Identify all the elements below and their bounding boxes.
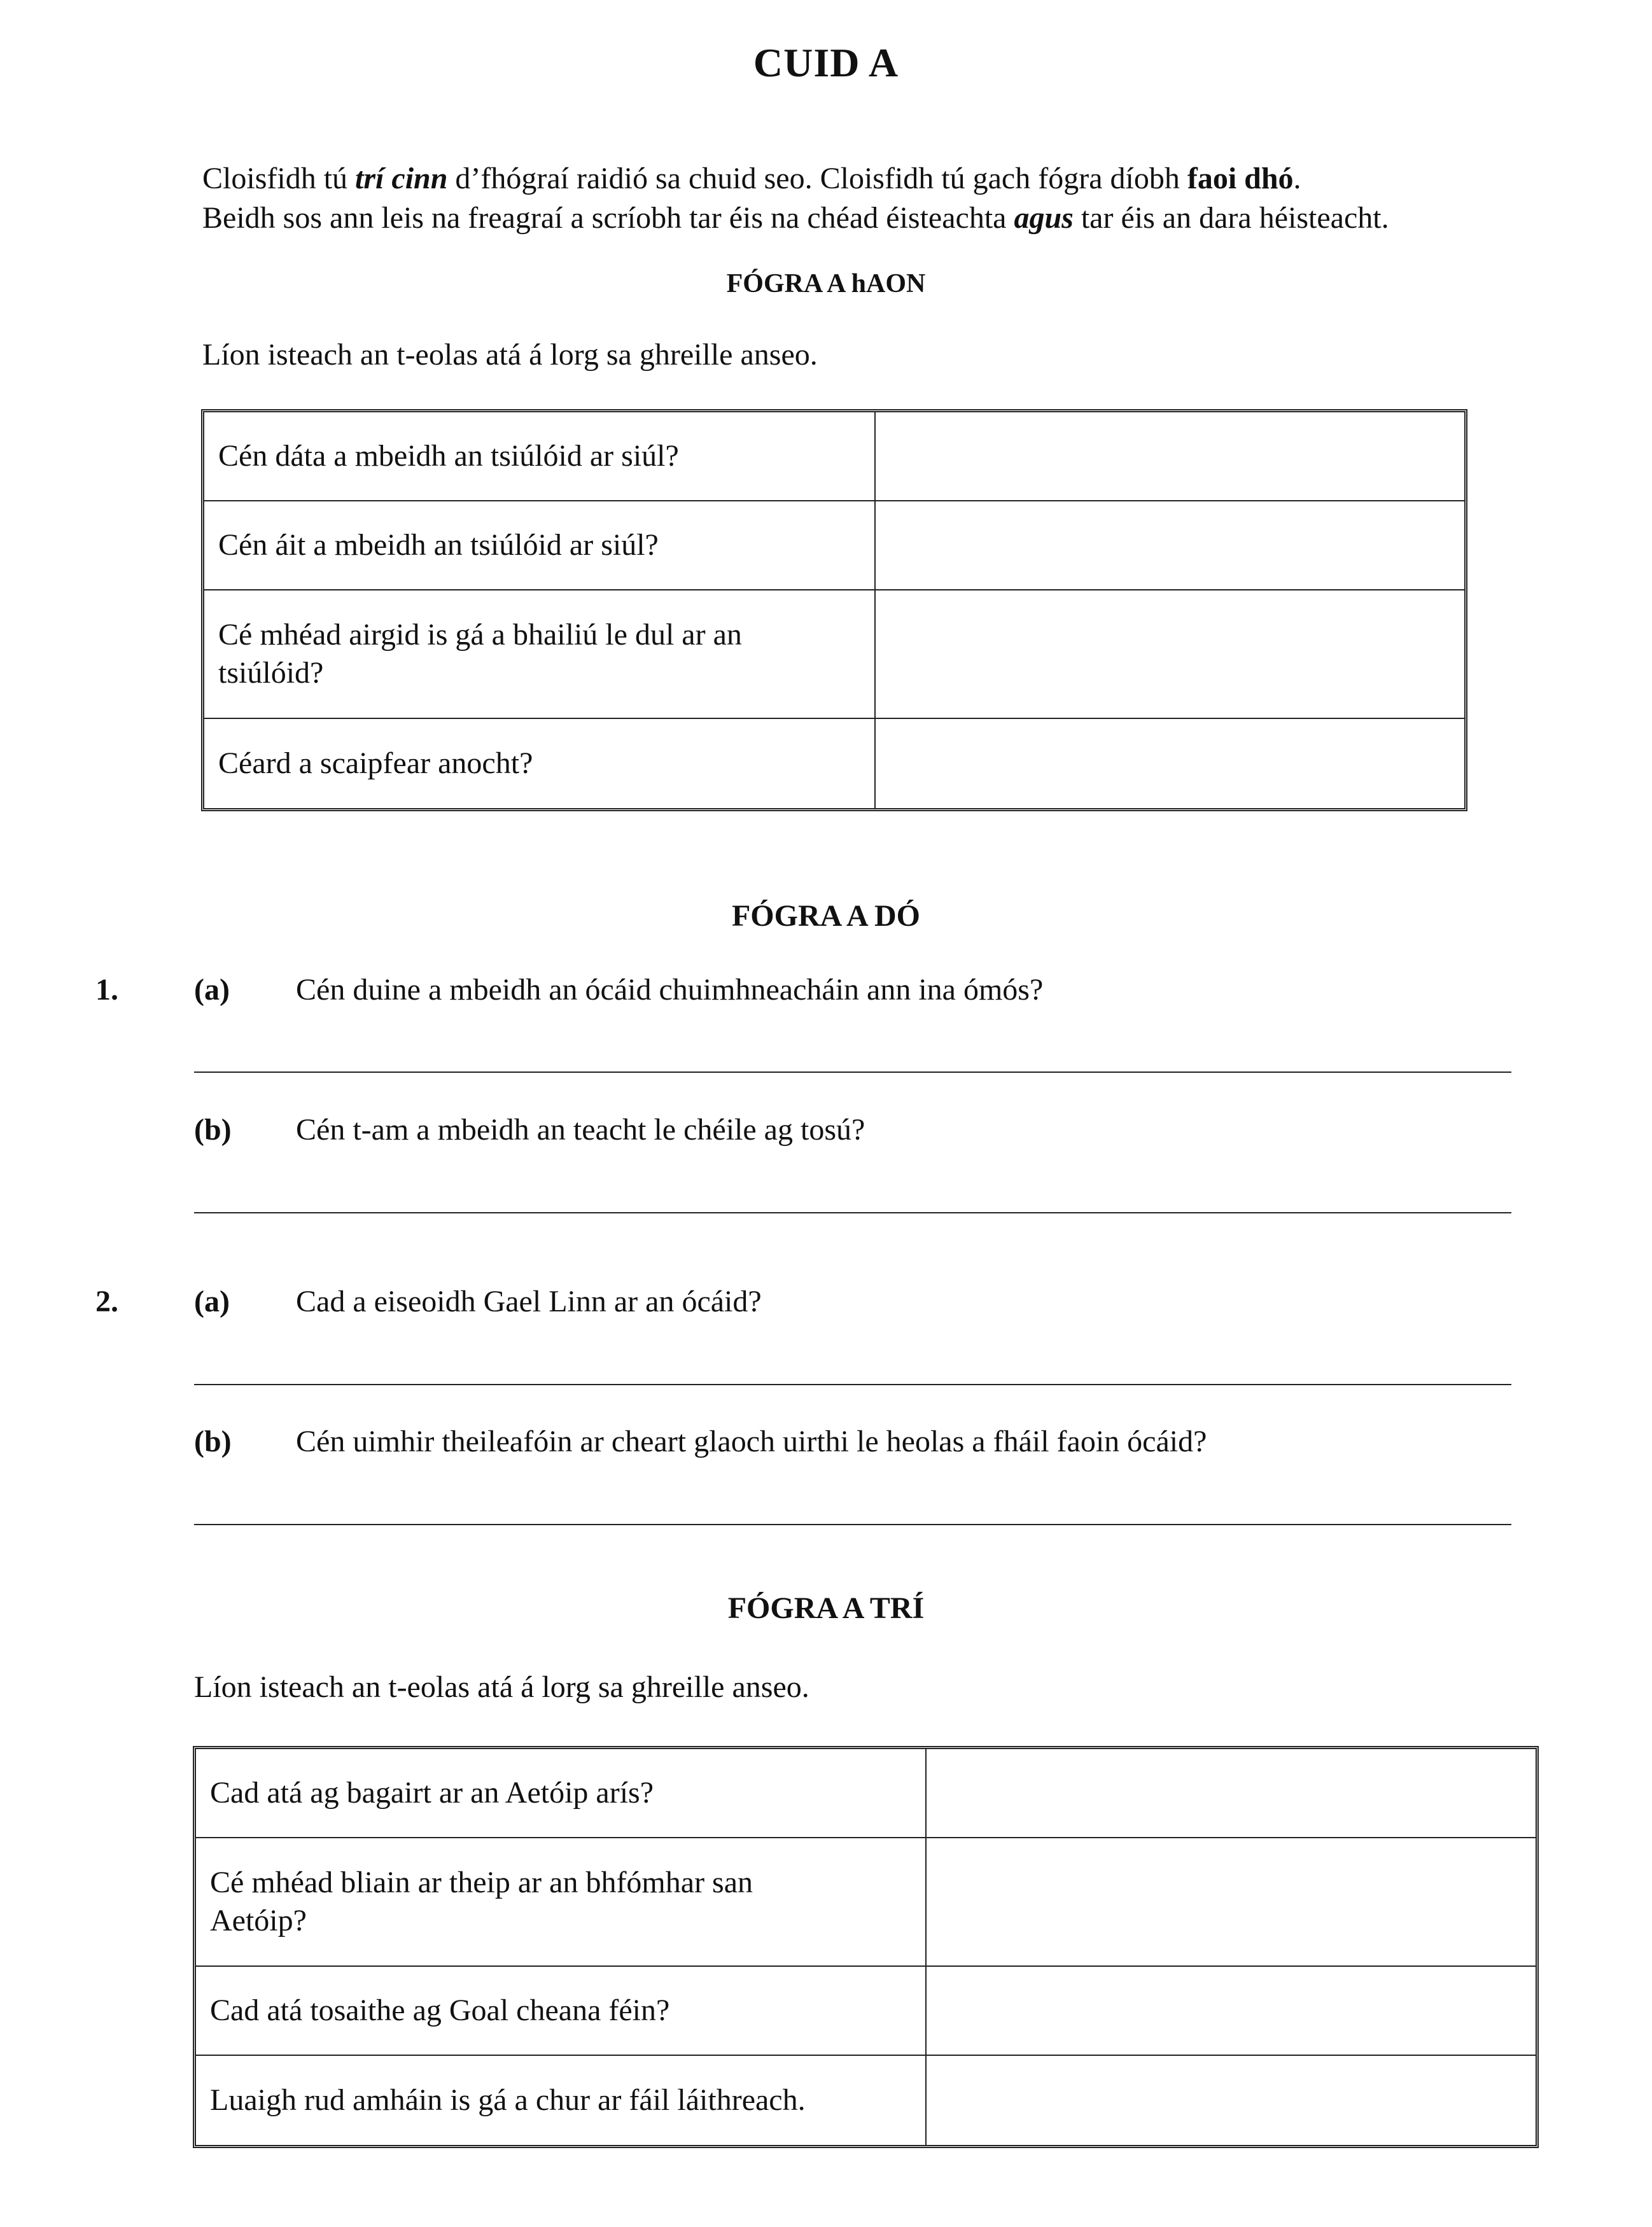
answer-cell[interactable] xyxy=(876,412,1464,501)
grid-question: Cad atá tosaithe ag Goal cheana féin? xyxy=(196,1967,927,2056)
question-1b-text: Cén t-am a mbeidh an teacht le chéile ag tosú? xyxy=(296,1113,865,1147)
page-title: CUID A xyxy=(753,40,899,85)
question-1a-text: Cén duine a mbeidh an ócáid chuimhneacháin ann ina ómós? xyxy=(296,973,1044,1007)
question-2a-text: Cad a eiseoidh Gael Linn ar an ócáid? xyxy=(296,1285,762,1318)
question-2-number: 2. xyxy=(95,1285,118,1318)
answer-cell[interactable] xyxy=(927,1967,1536,2056)
grid-question: Cé mhéad bliain ar theip ar an bhfómhar san Aetóip? xyxy=(196,1838,927,1967)
answer-line-1b[interactable] xyxy=(194,1212,1511,1213)
grid-row xyxy=(196,2056,1536,2145)
question-2b-label: (b) xyxy=(194,1425,232,1458)
grid-row xyxy=(204,501,1464,590)
grid-question: Cé mhéad airgid is gá a bhailiú le dul ar an tsiúlóid? xyxy=(204,590,876,719)
grid-row xyxy=(196,1838,1536,1967)
section3-instruction: Líon isteach an t-eolas atá á lorg sa ghreille anseo. xyxy=(194,1670,809,1704)
section-heading-fogra-a-tri: FÓGRA A TRÍ xyxy=(727,1591,925,1625)
grid-row xyxy=(196,1749,1536,1838)
answer-line-2b[interactable] xyxy=(194,1524,1511,1525)
grid-question: Luaigh rud amháin is gá a chur ar fáil láithreach. xyxy=(196,2056,927,2145)
intro-paragraph xyxy=(202,159,1539,238)
grid-question: Cén áit a mbeidh an tsiúlóid ar siúl? xyxy=(204,501,876,590)
answer-cell[interactable] xyxy=(876,590,1464,719)
grid-row xyxy=(196,1967,1536,2056)
question-1b-label: (b) xyxy=(194,1113,232,1147)
question-1a-label: (a) xyxy=(194,973,230,1007)
intro-line-1: Cloisfidh tú trí cinn d’fhógraí raidió sa chuid seo. Cloisfidh tú gach fógra díobh faoi dhó. xyxy=(202,162,1301,195)
answer-line-1a[interactable] xyxy=(194,1072,1511,1073)
answer-cell[interactable] xyxy=(876,501,1464,590)
section1-instruction: Líon isteach an t-eolas atá á lorg sa ghreille anseo. xyxy=(202,338,818,372)
answer-line-2a[interactable] xyxy=(194,1384,1511,1385)
grid-question: Céard a scaipfear anocht? xyxy=(204,719,876,808)
answer-cell[interactable] xyxy=(876,719,1464,808)
grid-question: Cén dáta a mbeidh an tsiúlóid ar siúl? xyxy=(204,412,876,501)
grid-row xyxy=(204,412,1464,501)
question-2a-label: (a) xyxy=(194,1285,230,1318)
question-1-number: 1. xyxy=(95,973,118,1007)
answer-cell[interactable] xyxy=(927,1749,1536,1838)
grid-question: Cad atá ag bagairt ar an Aetóip arís? xyxy=(196,1749,927,1838)
answer-cell[interactable] xyxy=(927,1838,1536,1967)
grid-row xyxy=(204,590,1464,719)
section1-answer-grid xyxy=(201,409,1467,811)
grid-row xyxy=(204,719,1464,808)
section-heading-fogra-a-haon: FÓGRA A hAON xyxy=(726,269,926,298)
section3-answer-grid xyxy=(193,1746,1539,2148)
question-2b-text: Cén uimhir theileafóin ar cheart glaoch uirthi le heolas a fháil faoin ócáid? xyxy=(296,1425,1207,1458)
answer-cell[interactable] xyxy=(927,2056,1536,2145)
section-heading-fogra-a-do: FÓGRA A DÓ xyxy=(731,899,921,933)
intro-line-2: Beidh sos ann leis na freagraí a scríobh tar éis na chéad éisteachta agus tar éis an dara héisteacht. xyxy=(202,201,1389,235)
